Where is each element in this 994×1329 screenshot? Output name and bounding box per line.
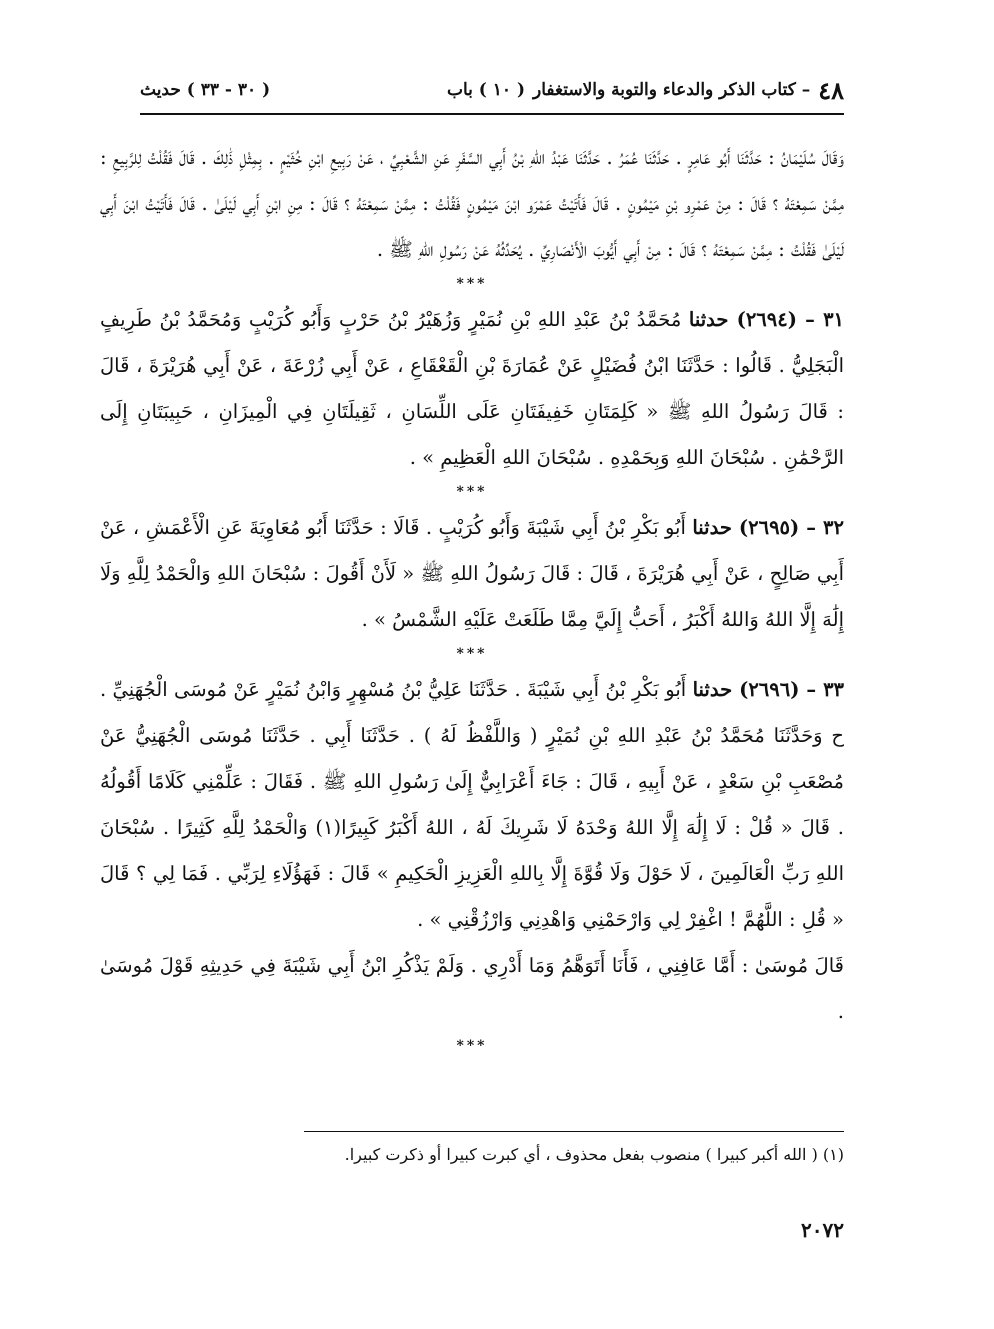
section-divider: *** [456, 276, 488, 292]
page-footer-number: ٢٠٧٢ [801, 1218, 844, 1242]
header-rule [140, 113, 844, 115]
running-header [140, 70, 844, 110]
header-title-group [447, 76, 844, 105]
header-chapter: ( ١٠ ) باب [446, 80, 525, 100]
hadith-31 [100, 297, 844, 481]
paragraph-text: أَبُو بَكْرِ بْنُ أَبِي شَيْبَةَ وَأَبُو كُرَيْبٍ . قَالَا : حَدَّثَنَا أَبُو مُعَاوِيَةَ عَنِ الْأَعْمَشِ ، عَنْ أَبِي صَالِحٍ ، عَنْ أَبِي هُرَيْرَةَ ، قَالَ : قَالَ رَسُولُ اللهِ ﷺ « لَأَنْ أَقُولَ : سُبْحَانَ اللهِ وَالْحَمْدُ لِلَّهِ وَلَا إِلَٰهَ إِلَّا اللهُ وَاللهُ أَكْبَرُ ، أَحَبُّ إِلَيَّ مِمَّا طَلَعَتْ عَلَيْهِ الشَّمْسُ » . [100, 516, 844, 631]
footnote: (١) ( الله أكبر كبيرا ) منصوب بفعل محذوف ، أي كبرت كبيرا أو ذكرت كبيرا. [344, 1145, 844, 1164]
section-divider: *** [456, 484, 488, 500]
page-body [100, 135, 844, 1059]
hadith-number: ٣١ – (٢٦٩٤) حدثنا [688, 308, 845, 331]
section-divider: *** [456, 646, 488, 662]
paragraph-text: وَقَالَ سُلَيْمَانُ : حَدَّثَنَا أَبُو عَامِرٍ . حَدَّثَنَا عُمَرُ . حَدَّثَنَا عَبْدُ اللهِ بْنُ أَبِي السَّفَرِ عَنِ الشَّعْبِيِّ ، عَنْ رَبِيعِ ابْنِ خُثَيْمٍ . بِمِثْلِ ذَٰلِكَ . قَالَ فَقُلْتُ لِلرَّبِيعِ : مِمَّنْ سَمِعْتَهُ ؟ قَالَ : مِنْ عَمْرِو بْنِ مَيْمُونٍ . قَالَ فَأَتَيْتُ عَمْرَو ابْنَ مَيْمُونٍ فَقُلْتُ : مِمَّنْ سَمِعْتَهُ ؟ قَالَ : مِنِ ابْنِ أَبِي لَيْلَىٰ . قَالَ فَأَتَيْتُ ابْنَ أَبِي لَيْلَىٰ فَقُلْتُ : مِمَّنْ سَمِعْتَهُ ؟ قَالَ : مِنْ أَبِي أَيُّوبَ الْأَنْصَارِيِّ . يُحَدِّثُهُ عَنْ رَسُولِ اللهِ ﷺ . [100, 146, 844, 261]
hadith-number: ٣٢ – (٢٦٩٥) حدثنا [692, 516, 844, 539]
hadith-32 [100, 505, 844, 643]
paragraph-text: أَبُو بَكْرِ بْنُ أَبِي شَيْبَةَ . حَدَّثَنَا عَلِيُّ بْنُ مُسْهِرٍ وَابْنُ نُمَيْرٍ عَنْ مُوسَى الْجُهَنِيِّ . ح وَحَدَّثَنَا مُحَمَّدُ بْنُ عَبْدِ اللهِ بْنِ نُمَيْرٍ ( وَاللَّفْظُ لَهُ ) . حَدَّثَنَا أَبِي . حَدَّثَنَا مُوسَى الْجُهَنِيُّ عَنْ مُصْعَبِ بْنِ سَعْدٍ ، عَنْ أَبِيهِ ، قَالَ : جَاءَ أَعْرَابِيٌّ إِلَىٰ رَسُولِ اللهِ ﷺ . فَقَالَ : عَلِّمْنِي كَلَامًا أَقُولُهُ . قَالَ « قُلْ : لَا إِلَٰهَ إِلَّا اللهُ وَحْدَهُ لَا شَرِيكَ لَهُ ، اللهُ أَكْبَرُ كَبِيرًا(١) وَالْحَمْدُ لِلَّهِ كَثِيرًا . سُبْحَانَ اللهِ رَبِّ الْعَالَمِينَ ، لَا حَوْلَ وَلَا قُوَّةَ إِلَّا بِاللهِ الْعَزِيزِ الْحَكِيمِ » قَالَ : فَهَؤُلَاءِ لِرَبِّي . فَمَا لِي ؟ قَالَ « قُلِ : اللَّهُمَّ ! اغْفِرْ لِي وَارْحَمْنِي وَاهْدِنِي وَارْزُقْنِي » . [100, 678, 844, 931]
header-book-title: – كتاب الذكر والدعاء والتوبة والاستغفار [533, 80, 811, 100]
paragraph-intro [100, 135, 844, 273]
paragraph-text: مُحَمَّدُ بْنُ عَبْدِ اللهِ بْنِ نُمَيْرٍ وَزُهَيْرُ بْنُ حَرْبٍ وَأَبُو كُرَيْبٍ وَمُحَمَّدُ بْنُ طَرِيفٍ الْبَجَلِيُّ . قَالُوا : حَدَّثَنَا ابْنُ فُضَيْلٍ عَنْ عُمَارَةَ بْنِ الْقَعْقَاعِ ، عَنْ أَبِي زُرْعَةَ ، عَنْ أَبِي هُرَيْرَةَ ، قَالَ : قَالَ رَسُولُ اللهِ ﷺ « كَلِمَتَانِ خَفِيفَتَانِ عَلَى اللِّسَانِ ، ثَقِيلَتَانِ فِي الْمِيزَانِ ، حَبِيبَتَانِ إِلَى الرَّحْمَٰنِ . سُبْحَانَ اللهِ وَبِحَمْدِهِ . سُبْحَانَ اللهِ الْعَظِيمِ » . [100, 308, 844, 469]
footnote-rule [304, 1131, 844, 1132]
hadith-number: ٣٣ – (٢٦٩٦) حدثنا [692, 678, 845, 701]
paragraph-musa-note [100, 943, 844, 1035]
hadith-33 [100, 667, 844, 943]
header-page-number: ٤٨ [818, 75, 844, 105]
section-divider: *** [456, 1038, 488, 1054]
paragraph-text: قَالَ مُوسَىٰ : أَمَّا عَافِنِي ، فَأَنَا أَتَوَهَّمُ وَمَا أَدْرِي . وَلَمْ يَذْكُرِ ابْنُ أَبِي شَيْبَةَ فِي حَدِيثِهِ قَوْلَ مُوسَىٰ . [100, 954, 844, 1023]
header-hadith-range: ( ٣٠ - ٣٣ ) حديث [140, 80, 271, 100]
